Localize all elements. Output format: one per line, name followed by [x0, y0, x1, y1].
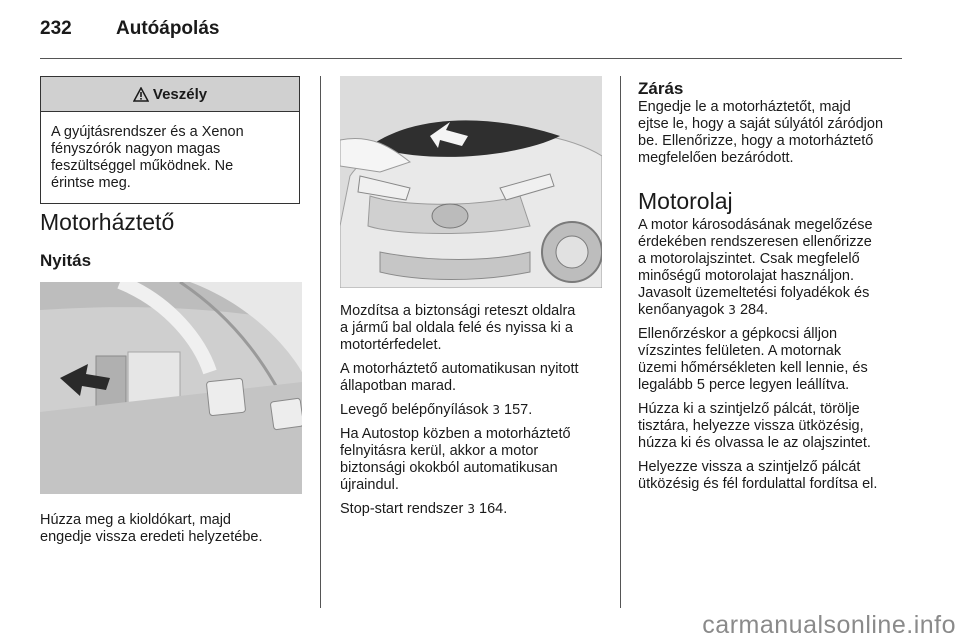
warning-triangle-icon: [133, 87, 149, 102]
paragraph-autostop: Ha Autostop közben a motorháztető felnyitásra kerül, akkor a motor biztonsági okokból automatikusan újraindul.: [340, 426, 571, 493]
warning-line: fényszórók nagyon magas: [51, 141, 221, 157]
section-heading-hood: Motorháztető: [40, 209, 175, 235]
warning-title: Veszély: [152, 85, 208, 103]
warning-header: [41, 77, 299, 112]
paragraph-oil-check: A motor károsodásának megelőzése érdekében rendszeresen ellenőrizze a motorolajszintet. Csak megfelelő minőségű motorolajat használjon. Javasolt üzemeltetési folyadékok és kenőanyagok 3 284.: [638, 217, 873, 318]
paragraph-oil-conditions: Ellenőrzéskor a gépkocsi álljon vízszintes felületen. A motornak üzemi hőmérsékleten kell lennie, és legalább 5 perce legyen leállítva.: [638, 326, 868, 393]
page-title: Autóápolás: [116, 18, 220, 39]
paragraph-auto-open: A motorháztető automatikusan nyitott állapotban marad.: [340, 361, 579, 394]
paragraph-safety-catch: Mozdítsa a biztonsági reteszt oldalra a jármű bal oldala felé és nyissa ki a motortérfedelet.: [340, 303, 576, 353]
right-column-text: [638, 79, 918, 500]
danger-warning-box: [40, 76, 300, 204]
hood-release-lever-illustration: [40, 282, 302, 494]
column-divider-2: [620, 76, 621, 608]
header-rule: [40, 58, 902, 59]
paragraph-dipstick-read: Húzza ki a szintjelző pálcát, törölje tisztára, helyezze vissza ütközésig, húzza ki és olvassa le az olajszintet.: [638, 401, 871, 451]
lever-caption: [40, 512, 310, 546]
paragraph-closing: Engedje le a motorháztetőt, majd ejtse le, hogy a saját súlyától záródjon be. Ellenőrizze, hogy a motorháztető megfelelően bezáródott.: [638, 99, 884, 166]
open-hood-car-illustration: [340, 76, 602, 288]
page-reference-link[interactable]: 284.: [739, 302, 769, 318]
page-reference-link[interactable]: 164.: [479, 501, 508, 517]
subheading-closing: Zárás: [638, 79, 684, 98]
column-divider-1: [320, 76, 321, 608]
warning-text: [41, 112, 299, 192]
subheading-opening: Nyitás: [40, 251, 92, 270]
section-heading-engine-oil: Motorolaj: [638, 188, 733, 214]
page-reference-link[interactable]: 157.: [504, 402, 533, 418]
caption-line: Húzza meg a kioldókart, majd: [40, 512, 231, 528]
warning-line: feszültséggel működnek. Ne: [51, 158, 234, 174]
page-number: 232: [40, 18, 72, 39]
middle-column-text: [340, 303, 615, 525]
paragraph-dipstick-replace: Helyezze vissza a szintjelző pálcát ütközésig és fél fordulattal fordítsa el.: [638, 459, 878, 492]
page-reference-icon: 3: [467, 502, 475, 516]
page-reference-icon: 3: [492, 403, 501, 417]
watermark: carmanualsonline.info: [702, 611, 956, 639]
warning-line: érintse meg.: [51, 175, 131, 191]
caption-line: engedje vissza eredeti helyzetébe.: [40, 529, 263, 545]
page-reference-icon: 3: [728, 303, 736, 317]
paragraph-air-intakes: Levegő belépőnyílások 3 157.: [340, 402, 533, 418]
paragraph-stop-start: Stop-start rendszer 3 164.: [340, 501, 508, 517]
warning-line: A gyújtásrendszer és a Xenon: [51, 124, 244, 140]
